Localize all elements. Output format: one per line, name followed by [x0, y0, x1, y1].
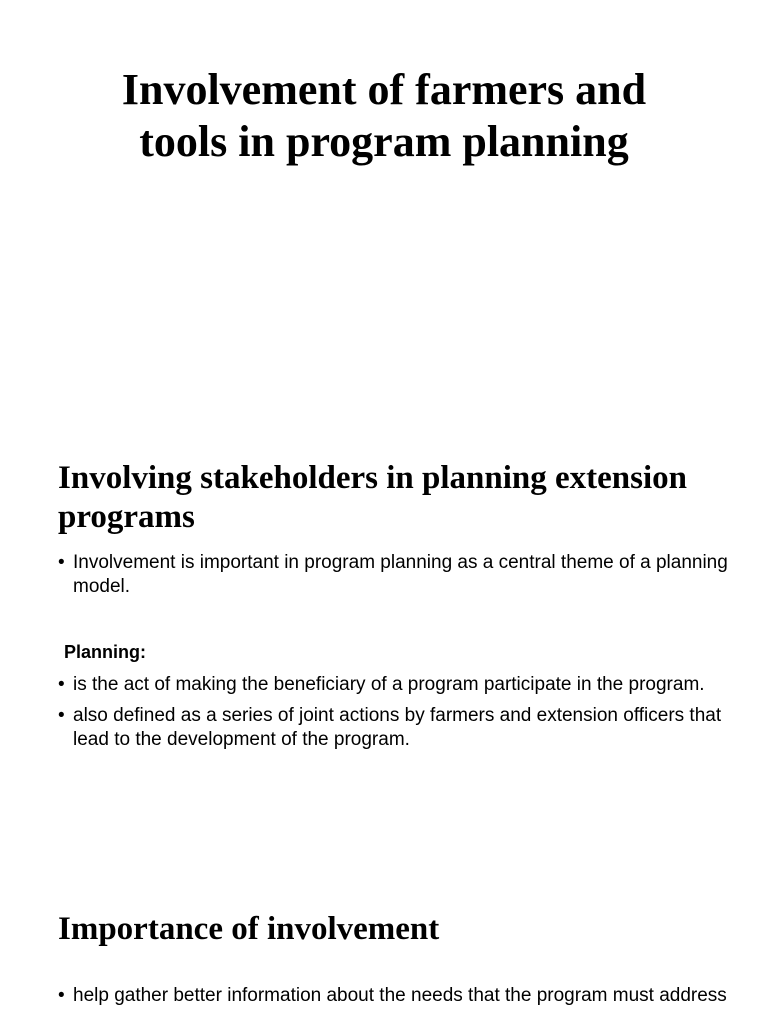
bullet-item [58, 984, 730, 1008]
bullet-text: is the act of making the beneficiary of a program participate in the program. [73, 674, 705, 695]
bullet-icon: • [58, 705, 65, 726]
bullet-icon: • [58, 674, 65, 695]
importance-bullet-list [58, 984, 730, 1015]
bullet-text: Involvement is important in program planning as a central theme of a planning model. [73, 552, 728, 597]
bullet-text: help gather better information about the needs that the program must address [73, 985, 727, 1006]
section-heading-importance: Importance of involvement [58, 911, 440, 947]
bullet-icon: • [58, 552, 65, 573]
slide-title: Involvement of farmers and tools in program planning [121, 65, 647, 166]
planning-label: Planning: [64, 642, 146, 662]
section-heading-involving-stakeholders: Involving stakeholders in planning extension programs [58, 460, 687, 535]
bullet-text: also defined as a series of joint actions by farmers and extension officers that lead to the development of the program. [73, 705, 722, 750]
bullet-icon: • [58, 985, 65, 1006]
